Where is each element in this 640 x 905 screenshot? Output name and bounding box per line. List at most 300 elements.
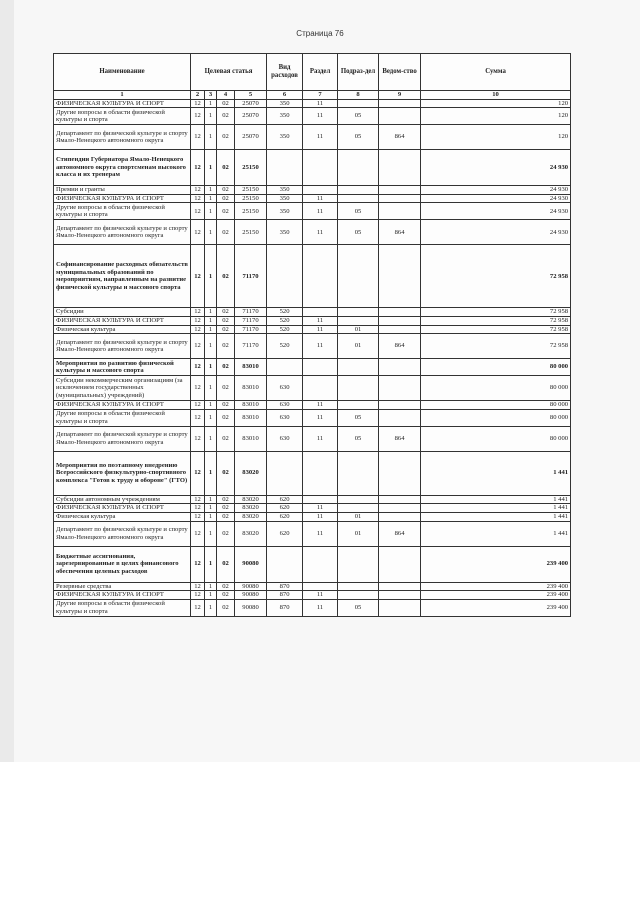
row-code-3: 1 [205, 512, 217, 521]
row-code-4: 02 [217, 334, 235, 359]
row-sum: 1 441 [421, 504, 571, 513]
row-subsection [338, 376, 379, 401]
row-section: 11 [303, 125, 338, 150]
row-code-4: 02 [217, 495, 235, 504]
row-code-4: 02 [217, 504, 235, 513]
row-code-3: 1 [205, 401, 217, 410]
row-code-5: 90080 [235, 546, 267, 582]
header-target-article: Целевая статья [191, 54, 267, 91]
row-name: Другие вопросы в области физической культуры и спорта [54, 599, 191, 616]
col-number: 4 [217, 91, 235, 100]
row-expense-type: 620 [267, 512, 303, 521]
row-department [379, 409, 421, 426]
row-expense-type: 350 [267, 203, 303, 220]
row-code-2: 12 [191, 495, 205, 504]
row-code-2: 12 [191, 426, 205, 451]
row-subsection [338, 316, 379, 325]
table-row [54, 521, 571, 546]
row-code-3: 1 [205, 203, 217, 220]
row-code-4: 02 [217, 582, 235, 591]
row-code-2: 12 [191, 451, 205, 495]
header-sum: Сумма [421, 54, 571, 91]
row-expense-type: 520 [267, 334, 303, 359]
row-name: Бюджетные ассигнования, зарезервированные в целях финансового обеспечения целевых расходов [54, 546, 191, 582]
row-expense-type: 350 [267, 194, 303, 203]
row-code-2: 12 [191, 125, 205, 150]
row-code-3: 1 [205, 409, 217, 426]
row-expense-type: 350 [267, 108, 303, 125]
row-subsection [338, 495, 379, 504]
row-department: 864 [379, 334, 421, 359]
row-department [379, 512, 421, 521]
row-code-3: 1 [205, 108, 217, 125]
row-expense-type: 630 [267, 409, 303, 426]
row-code-2: 12 [191, 376, 205, 401]
row-department [379, 451, 421, 495]
table-row [54, 451, 571, 495]
row-department [379, 591, 421, 600]
table-row [54, 203, 571, 220]
row-subsection [338, 194, 379, 203]
row-name: ФИЗИЧЕСКАЯ КУЛЬТУРА И СПОРТ [54, 194, 191, 203]
row-code-5: 83020 [235, 512, 267, 521]
row-code-4: 02 [217, 599, 235, 616]
row-name: ФИЗИЧЕСКАЯ КУЛЬТУРА И СПОРТ [54, 401, 191, 410]
col-number: 9 [379, 91, 421, 100]
row-name: Департамент по физической культуре и спорту Ямало-Ненецкого автономного округа [54, 334, 191, 359]
row-subsection [338, 359, 379, 376]
table-row [54, 546, 571, 582]
row-name: Департамент по физической культуре и спорту Ямало-Ненецкого автономного округа [54, 220, 191, 245]
row-expense-type: 520 [267, 308, 303, 317]
row-code-4: 02 [217, 125, 235, 150]
row-section: 11 [303, 194, 338, 203]
row-department [379, 495, 421, 504]
row-section: 11 [303, 521, 338, 546]
row-code-3: 1 [205, 316, 217, 325]
budget-table [53, 53, 571, 617]
row-code-4: 02 [217, 150, 235, 186]
row-subsection: 01 [338, 521, 379, 546]
row-subsection: 01 [338, 325, 379, 334]
row-sum: 24 930 [421, 194, 571, 203]
row-expense-type: 350 [267, 125, 303, 150]
row-department [379, 99, 421, 108]
row-department [379, 245, 421, 308]
row-name: ФИЗИЧЕСКАЯ КУЛЬТУРА И СПОРТ [54, 316, 191, 325]
row-subsection [338, 401, 379, 410]
row-code-5: 90080 [235, 591, 267, 600]
row-section: 11 [303, 108, 338, 125]
row-code-2: 12 [191, 194, 205, 203]
row-name: Другие вопросы в области физической культуры и спорта [54, 409, 191, 426]
row-expense-type: 620 [267, 495, 303, 504]
row-code-2: 12 [191, 401, 205, 410]
row-code-5: 25150 [235, 150, 267, 186]
col-number: 7 [303, 91, 338, 100]
row-code-4: 02 [217, 203, 235, 220]
row-code-5: 83010 [235, 359, 267, 376]
row-code-3: 1 [205, 546, 217, 582]
row-code-2: 12 [191, 512, 205, 521]
row-code-5: 83010 [235, 426, 267, 451]
row-subsection [338, 245, 379, 308]
table-row [54, 194, 571, 203]
col-number: 6 [267, 91, 303, 100]
row-subsection: 01 [338, 512, 379, 521]
row-code-4: 02 [217, 325, 235, 334]
row-code-4: 02 [217, 108, 235, 125]
row-expense-type: 350 [267, 220, 303, 245]
row-sum: 1 441 [421, 451, 571, 495]
row-sum: 1 441 [421, 495, 571, 504]
row-code-2: 12 [191, 220, 205, 245]
row-name: Другие вопросы в области физической культуры и спорта [54, 203, 191, 220]
row-code-5: 25150 [235, 186, 267, 195]
row-code-2: 12 [191, 359, 205, 376]
row-code-3: 1 [205, 495, 217, 504]
row-code-4: 02 [217, 409, 235, 426]
row-code-5: 25070 [235, 99, 267, 108]
row-sum: 72 958 [421, 325, 571, 334]
row-sum: 24 930 [421, 150, 571, 186]
row-section: 11 [303, 99, 338, 108]
row-section [303, 495, 338, 504]
row-expense-type: 630 [267, 426, 303, 451]
col-number: 5 [235, 91, 267, 100]
row-code-4: 02 [217, 546, 235, 582]
column-number-row [54, 91, 571, 100]
row-section: 11 [303, 504, 338, 513]
row-sum: 80 000 [421, 359, 571, 376]
row-section [303, 451, 338, 495]
row-section: 11 [303, 591, 338, 600]
row-name: Резервные средства [54, 582, 191, 591]
row-sum: 239 400 [421, 599, 571, 616]
row-name: Премии и гранты [54, 186, 191, 195]
row-expense-type [267, 150, 303, 186]
row-code-4: 02 [217, 376, 235, 401]
row-subsection: 05 [338, 203, 379, 220]
row-department [379, 194, 421, 203]
row-code-4: 02 [217, 220, 235, 245]
row-code-3: 1 [205, 582, 217, 591]
row-code-3: 1 [205, 150, 217, 186]
row-subsection [338, 186, 379, 195]
row-sum: 239 400 [421, 546, 571, 582]
row-code-4: 02 [217, 359, 235, 376]
row-code-2: 12 [191, 108, 205, 125]
row-code-3: 1 [205, 504, 217, 513]
row-code-5: 83020 [235, 495, 267, 504]
row-code-3: 1 [205, 599, 217, 616]
table-row [54, 220, 571, 245]
row-code-2: 12 [191, 504, 205, 513]
row-department: 864 [379, 426, 421, 451]
row-code-5: 71170 [235, 245, 267, 308]
row-code-4: 02 [217, 316, 235, 325]
row-subsection [338, 546, 379, 582]
row-sum: 80 000 [421, 376, 571, 401]
table-row [54, 150, 571, 186]
col-number: 1 [54, 91, 191, 100]
table-row [54, 582, 571, 591]
row-sum: 120 [421, 125, 571, 150]
row-code-5: 71170 [235, 334, 267, 359]
row-subsection: 01 [338, 334, 379, 359]
row-code-2: 12 [191, 409, 205, 426]
row-name: Мероприятия по поэтапному внедрению Всероссийского физкультурно-спортивного комплекса "Готов к труду и обороне" (ГТО) [54, 451, 191, 495]
row-sum: 72 958 [421, 245, 571, 308]
row-code-3: 1 [205, 451, 217, 495]
row-department [379, 401, 421, 410]
table-row [54, 325, 571, 334]
row-expense-type [267, 451, 303, 495]
table-row [54, 308, 571, 317]
row-code-5: 83020 [235, 504, 267, 513]
row-code-5: 90080 [235, 582, 267, 591]
table-body [54, 99, 571, 616]
page-number-label: Страница 76 [296, 29, 344, 38]
row-code-3: 1 [205, 220, 217, 245]
row-code-3: 1 [205, 359, 217, 376]
header-section: Раздел [303, 54, 338, 91]
row-subsection [338, 582, 379, 591]
row-subsection [338, 308, 379, 317]
row-section [303, 245, 338, 308]
row-department [379, 599, 421, 616]
row-expense-type: 520 [267, 325, 303, 334]
row-section [303, 376, 338, 401]
row-code-3: 1 [205, 334, 217, 359]
row-sum: 72 958 [421, 308, 571, 317]
row-expense-type: 620 [267, 521, 303, 546]
row-name: Департамент по физической культуре и спорту Ямало-Ненецкого автономного округа [54, 426, 191, 451]
row-code-4: 02 [217, 194, 235, 203]
row-code-2: 12 [191, 546, 205, 582]
row-subsection: 05 [338, 108, 379, 125]
table-row [54, 599, 571, 616]
col-number: 8 [338, 91, 379, 100]
row-code-4: 02 [217, 451, 235, 495]
row-sum: 80 000 [421, 409, 571, 426]
row-code-2: 12 [191, 150, 205, 186]
row-name: ФИЗИЧЕСКАЯ КУЛЬТУРА И СПОРТ [54, 99, 191, 108]
header-subsection: Подраз-дел [338, 54, 379, 91]
row-name: Софинансирование расходных обязательств муниципальных образований по мероприятиям, направленным на развитие физической культуры и массового спорта [54, 245, 191, 308]
header-expense-type: Вид расходов [267, 54, 303, 91]
table-row [54, 108, 571, 125]
table-row [54, 376, 571, 401]
row-expense-type: 350 [267, 99, 303, 108]
row-name: Физическая культура [54, 512, 191, 521]
row-code-2: 12 [191, 599, 205, 616]
row-code-4: 02 [217, 401, 235, 410]
row-section: 11 [303, 316, 338, 325]
table-row [54, 409, 571, 426]
row-name: Субсидии некоммерческим организациям (за исключением государственных (муниципальных) учреждений) [54, 376, 191, 401]
row-code-4: 02 [217, 99, 235, 108]
row-code-5: 25070 [235, 125, 267, 150]
table-row [54, 125, 571, 150]
row-sum: 1 441 [421, 521, 571, 546]
row-code-2: 12 [191, 99, 205, 108]
row-code-3: 1 [205, 308, 217, 317]
row-department [379, 325, 421, 334]
row-expense-type: 630 [267, 401, 303, 410]
table-row [54, 495, 571, 504]
row-code-5: 71170 [235, 325, 267, 334]
table-row [54, 426, 571, 451]
table-header-row [54, 54, 571, 91]
row-sum: 24 930 [421, 220, 571, 245]
col-number: 2 [191, 91, 205, 100]
row-code-2: 12 [191, 203, 205, 220]
row-code-2: 12 [191, 334, 205, 359]
row-code-4: 02 [217, 308, 235, 317]
header-department: Ведом-ство [379, 54, 421, 91]
row-section [303, 359, 338, 376]
row-code-5: 83010 [235, 401, 267, 410]
row-department [379, 108, 421, 125]
row-name: Стипендии Губернатора Ямало-Ненецкого автономного округа спортсменам высокого класса и их тренерам [54, 150, 191, 186]
row-name: Субсидии [54, 308, 191, 317]
row-name: Физическая культура [54, 325, 191, 334]
row-department: 864 [379, 125, 421, 150]
row-section [303, 546, 338, 582]
row-code-5: 90080 [235, 599, 267, 616]
scan-edge [0, 0, 14, 762]
row-department [379, 150, 421, 186]
row-section: 11 [303, 334, 338, 359]
row-name: ФИЗИЧЕСКАЯ КУЛЬТУРА И СПОРТ [54, 591, 191, 600]
row-code-2: 12 [191, 325, 205, 334]
row-code-5: 25070 [235, 108, 267, 125]
row-sum: 24 930 [421, 186, 571, 195]
row-subsection [338, 99, 379, 108]
row-subsection [338, 504, 379, 513]
row-sum: 72 958 [421, 316, 571, 325]
row-code-3: 1 [205, 194, 217, 203]
row-code-5: 71170 [235, 316, 267, 325]
table-row [54, 591, 571, 600]
row-code-5: 83020 [235, 521, 267, 546]
row-sum: 239 400 [421, 582, 571, 591]
row-department: 864 [379, 220, 421, 245]
row-code-4: 02 [217, 186, 235, 195]
table-row [54, 512, 571, 521]
table-row [54, 359, 571, 376]
row-code-3: 1 [205, 426, 217, 451]
row-code-4: 02 [217, 245, 235, 308]
row-department [379, 186, 421, 195]
row-name: Мероприятия по развитию физической культуры и массового спорта [54, 359, 191, 376]
row-name: ФИЗИЧЕСКАЯ КУЛЬТУРА И СПОРТ [54, 504, 191, 513]
row-code-2: 12 [191, 186, 205, 195]
row-expense-type: 870 [267, 582, 303, 591]
row-code-5: 83010 [235, 376, 267, 401]
col-number: 3 [205, 91, 217, 100]
header-name: Наименование [54, 54, 191, 91]
row-expense-type: 520 [267, 316, 303, 325]
row-code-5: 71170 [235, 308, 267, 317]
row-name: Департамент по физической культуре и спорту Ямало-Ненецкого автономного округа [54, 125, 191, 150]
row-code-3: 1 [205, 325, 217, 334]
row-subsection: 05 [338, 409, 379, 426]
row-code-2: 12 [191, 308, 205, 317]
row-code-3: 1 [205, 245, 217, 308]
row-sum: 120 [421, 108, 571, 125]
row-code-3: 1 [205, 591, 217, 600]
row-expense-type [267, 359, 303, 376]
row-expense-type: 870 [267, 599, 303, 616]
table-row [54, 504, 571, 513]
row-sum: 72 958 [421, 334, 571, 359]
row-department [379, 582, 421, 591]
row-expense-type: 620 [267, 504, 303, 513]
row-code-2: 12 [191, 591, 205, 600]
table-row [54, 99, 571, 108]
row-subsection [338, 451, 379, 495]
row-section: 11 [303, 512, 338, 521]
row-name: Другие вопросы в области физической культуры и спорта [54, 108, 191, 125]
row-code-3: 1 [205, 125, 217, 150]
row-section: 11 [303, 203, 338, 220]
row-code-3: 1 [205, 186, 217, 195]
row-section [303, 186, 338, 195]
row-sum: 80 000 [421, 401, 571, 410]
row-subsection: 05 [338, 599, 379, 616]
row-section: 11 [303, 599, 338, 616]
row-department [379, 504, 421, 513]
row-section: 11 [303, 426, 338, 451]
table-row [54, 186, 571, 195]
row-subsection [338, 591, 379, 600]
row-section [303, 150, 338, 186]
row-code-2: 12 [191, 582, 205, 591]
row-department: 864 [379, 521, 421, 546]
row-section [303, 308, 338, 317]
row-sum: 120 [421, 99, 571, 108]
row-code-4: 02 [217, 426, 235, 451]
row-code-2: 12 [191, 316, 205, 325]
row-section: 11 [303, 220, 338, 245]
row-sum: 24 930 [421, 203, 571, 220]
row-code-4: 02 [217, 591, 235, 600]
table-row [54, 401, 571, 410]
row-department [379, 546, 421, 582]
row-name: Департамент по физической культуре и спорту Ямало-Ненецкого автономного округа [54, 521, 191, 546]
col-number: 10 [421, 91, 571, 100]
row-name: Субсидии автономным учреждениям [54, 495, 191, 504]
row-code-5: 83020 [235, 451, 267, 495]
row-code-5: 25150 [235, 203, 267, 220]
row-expense-type: 630 [267, 376, 303, 401]
row-code-2: 12 [191, 245, 205, 308]
row-sum: 1 441 [421, 512, 571, 521]
row-code-4: 02 [217, 512, 235, 521]
row-expense-type [267, 546, 303, 582]
row-department [379, 359, 421, 376]
row-department [379, 316, 421, 325]
row-section: 11 [303, 409, 338, 426]
row-code-5: 25150 [235, 194, 267, 203]
row-subsection: 05 [338, 220, 379, 245]
row-code-4: 02 [217, 521, 235, 546]
row-expense-type [267, 245, 303, 308]
row-sum: 239 400 [421, 591, 571, 600]
row-code-2: 12 [191, 521, 205, 546]
